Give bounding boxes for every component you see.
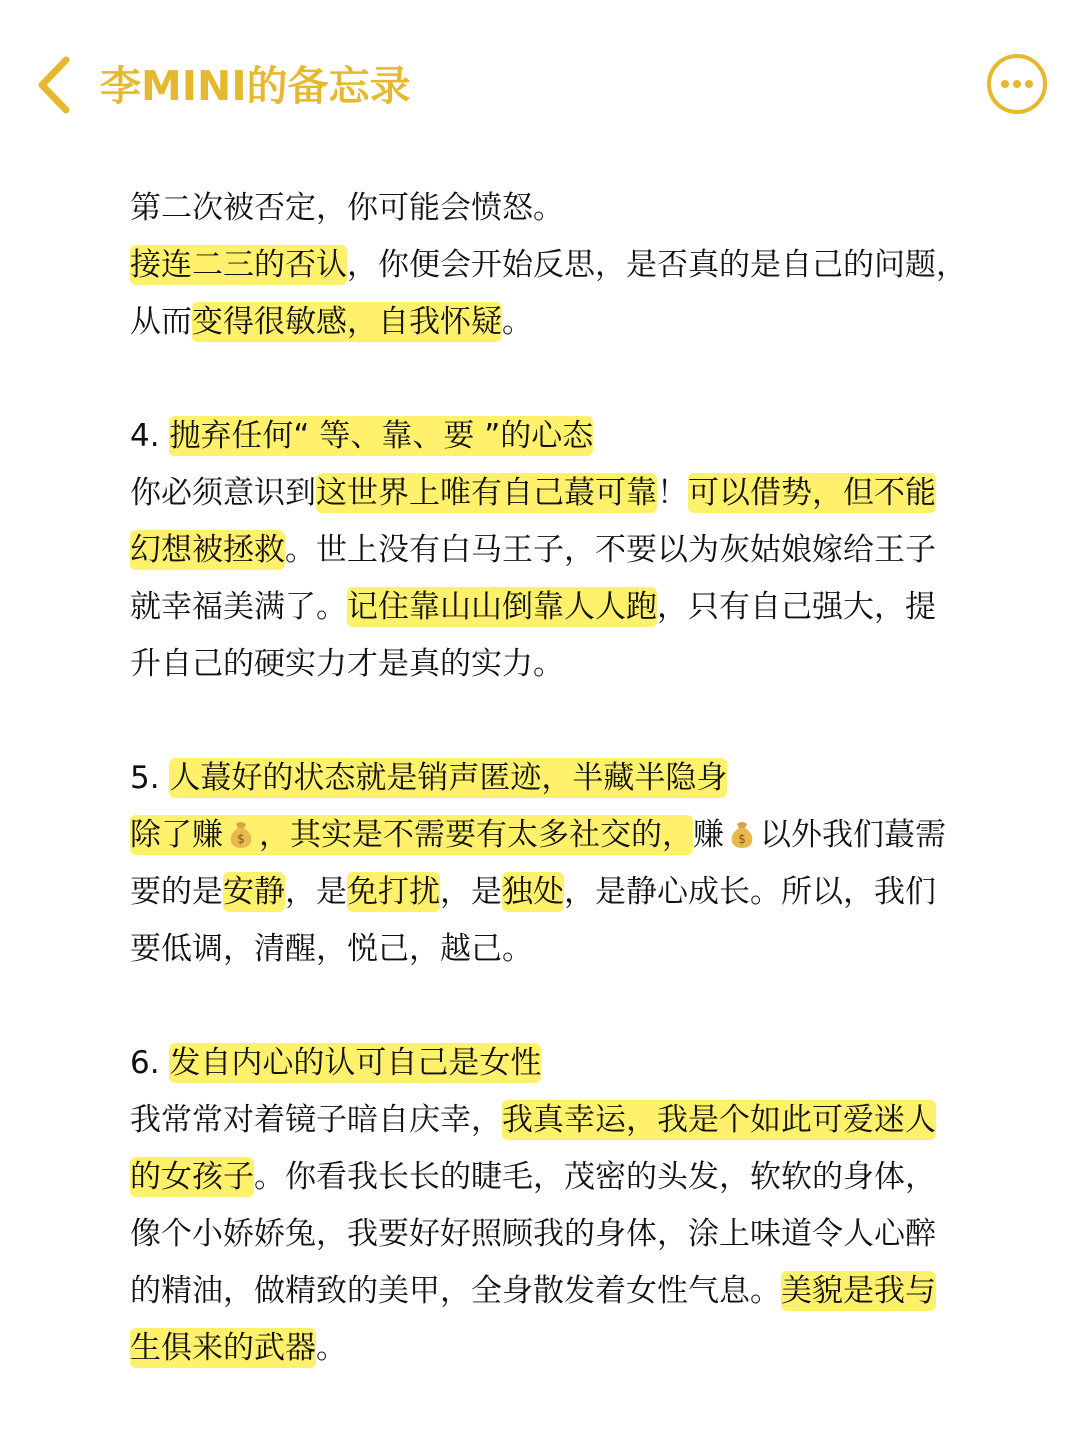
section-number: 6. [130, 1045, 160, 1081]
text-line [130, 1320, 1010, 1377]
more-options-button[interactable] [985, 52, 1049, 116]
ellipsis-circle-icon [985, 52, 1049, 116]
text-span: 升自己的硬实力才是真的实力。 [130, 646, 564, 682]
text-span: 第二次被否定，你可能会愤怒。 [130, 190, 564, 226]
navigation-bar [0, 0, 1080, 170]
highlighted-text [130, 815, 693, 855]
text-span: ，是 [285, 874, 347, 910]
money-bag-icon [225, 818, 257, 850]
text-span: 。世上没有白马王子，不要以为灰姑娘嫁给王子 [285, 532, 936, 568]
page-title: 李MINI的备忘录 [100, 62, 411, 110]
highlighted-text: 生俱来的武器 [130, 1330, 316, 1366]
text-span: 的精油，做精致的美甲，全身散发着女性气息。 [130, 1273, 781, 1309]
section-heading [130, 408, 1010, 465]
text-line [130, 636, 1010, 693]
highlighted-text: 记住靠山山倒靠人人跑 [347, 589, 657, 625]
highlighted-text: 接连二三的否认 [130, 247, 347, 283]
text-line [130, 864, 1010, 921]
text-line [130, 294, 1010, 351]
section-number: 5. [130, 760, 160, 796]
text-span: ，你便会开始反思，是否真的是自己的问题， [347, 247, 967, 283]
highlighted-text: 幻想被拯救 [130, 532, 285, 568]
money-bag-icon [726, 818, 758, 850]
text-span: 。你看我长长的睫毛，茂密的头发，软软的身体， [254, 1159, 936, 1195]
section-heading [130, 750, 1010, 807]
highlighted-text: 独处 [502, 874, 564, 910]
highlighted-heading: 人蕞好的状态就是销声匿迹，半藏半隐身 [169, 760, 728, 796]
text-line [130, 180, 1010, 237]
text-span: ！ [657, 475, 688, 511]
text-span: ，其实是不需要有太多社交的， [259, 817, 693, 853]
text-span: 。 [502, 304, 533, 340]
text-span: 除了赚 [130, 817, 223, 853]
text-line [130, 1206, 1010, 1263]
text-span: 你必须意识到 [130, 475, 316, 511]
text-span: ，只有自己强大，提 [657, 589, 936, 625]
section-heading [130, 1035, 1010, 1092]
highlighted-text: 安静 [223, 874, 285, 910]
text-span: 赚 [693, 817, 724, 853]
highlighted-text: 的女孩子 [130, 1159, 254, 1195]
svg-text:$: $ [237, 832, 245, 846]
text-span: 要的是 [130, 874, 223, 910]
chevron-left-icon [30, 50, 86, 120]
highlighted-text: 变得很敏感，自我怀疑 [192, 304, 502, 340]
highlighted-heading: 抛弃任何“ 等、靠、要 ”的心态 [169, 418, 594, 454]
section-number: 4. [130, 418, 160, 454]
text-span: 就幸福美满了。 [130, 589, 347, 625]
text-line [130, 579, 1010, 636]
back-button[interactable] [30, 50, 86, 120]
text-span: 像个小娇娇兔，我要好好照顾我的身体，涂上味道令人心醉 [130, 1216, 936, 1252]
text-span: ，是静心成长。所以，我们 [564, 874, 936, 910]
text-span: 。 [316, 1330, 347, 1366]
highlighted-text: 免打扰 [347, 874, 440, 910]
text-span: 以外我们蕞需 [760, 817, 946, 853]
text-line [130, 465, 1010, 522]
text-line [130, 522, 1010, 579]
highlighted-text: 我真幸运，我是个如此可爱迷人 [502, 1102, 936, 1138]
text-span: 从而 [130, 304, 192, 340]
highlighted-text: 美貌是我与 [781, 1273, 936, 1309]
text-line [130, 807, 1010, 864]
note-body [130, 180, 1010, 1377]
text-line [130, 1092, 1010, 1149]
text-line [130, 921, 1010, 978]
highlighted-heading: 发自内心的认可自己是女性 [169, 1045, 542, 1081]
highlighted-text: 这世界上唯有自己蕞可靠 [316, 475, 657, 511]
text-line [130, 237, 1010, 294]
text-span: 要低调，清醒，悦己，越己。 [130, 931, 533, 967]
text-span: 我常常对着镜子暗自庆幸， [130, 1102, 502, 1138]
text-span: ，是 [440, 874, 502, 910]
text-line [130, 1263, 1010, 1320]
svg-text:$: $ [738, 832, 746, 846]
highlighted-text: 可以借势，但不能 [688, 475, 936, 511]
text-line [130, 1149, 1010, 1206]
